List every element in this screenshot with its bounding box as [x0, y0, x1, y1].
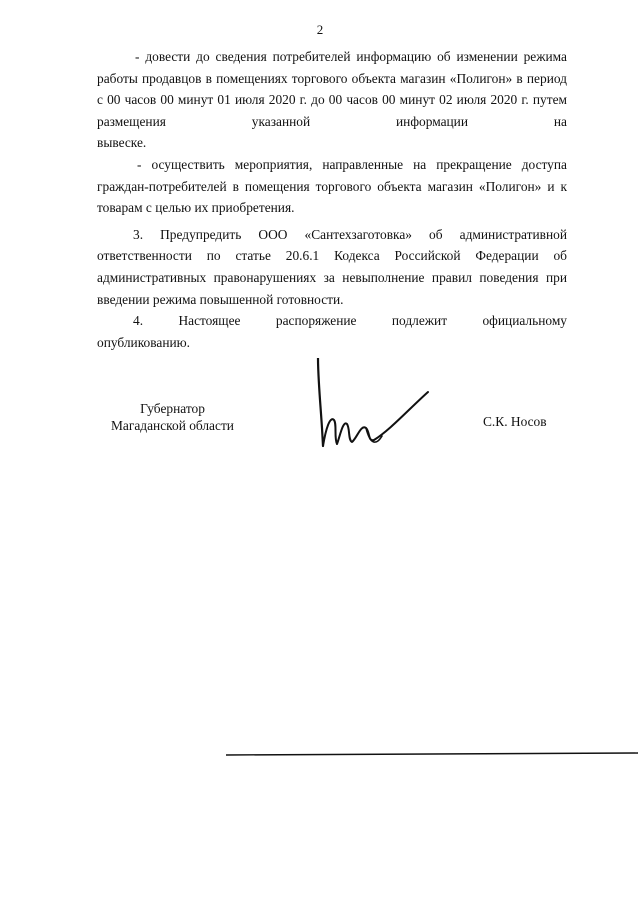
text-line: ответственности по статье 20.6.1 Кодекса Российской Федерации об — [97, 248, 567, 264]
paragraph-4-publication — [97, 310, 567, 332]
text-line: опубликованию. — [97, 334, 191, 350]
page-number: 2 — [316, 22, 324, 37]
document-body — [97, 46, 567, 353]
text-line: граждан-потребителей в помещения торгового объекта магазин «Полигон» — [97, 178, 542, 194]
text-line: режима работы продавцов в помещениях торгового объекта магазин — [97, 49, 567, 86]
handwritten-signature — [310, 358, 440, 458]
paragraph-3-warning — [97, 224, 567, 310]
signer-title-line: Магаданской области — [111, 418, 234, 433]
text-line: - осуществить мероприятия, направленные на прекращение доступа — [137, 156, 567, 172]
signer-name: С.К. Носов — [483, 414, 547, 429]
text-line: при введении режима повышенной готовности. — [97, 269, 567, 307]
text-line: 4. Настоящее распоряжение подлежит официальному — [133, 313, 567, 329]
text-line: 3. Предупредить ООО «Сантехзаготовка» об административной — [133, 226, 567, 242]
text-line: вывеске. — [97, 135, 147, 151]
text-line: - довести до сведения потребителей информацию об изменении — [135, 49, 518, 64]
text-line: административных правонарушениях за невыполнение правил поведения — [97, 269, 539, 285]
paragraph-restrict-access — [97, 154, 567, 219]
signer-title-line: Губернатор — [140, 401, 205, 416]
footer-rule — [226, 752, 638, 756]
text-line: 00 минут 02 июля 2020 г. путем размещения указанной информации на — [97, 92, 567, 129]
paragraph-inform-consumers — [97, 46, 567, 132]
text-line: «Полигон» в период с 00 часов 00 минут 01 июля 2020 г. до 00 часов — [97, 70, 567, 108]
signer-title — [95, 400, 250, 434]
paragraph-inform-consumers-end — [97, 132, 567, 154]
signature-block — [0, 400, 640, 480]
text-line: и к товарам с целью их приобретения. — [97, 178, 567, 216]
paragraph-4-publication-end — [97, 332, 567, 354]
